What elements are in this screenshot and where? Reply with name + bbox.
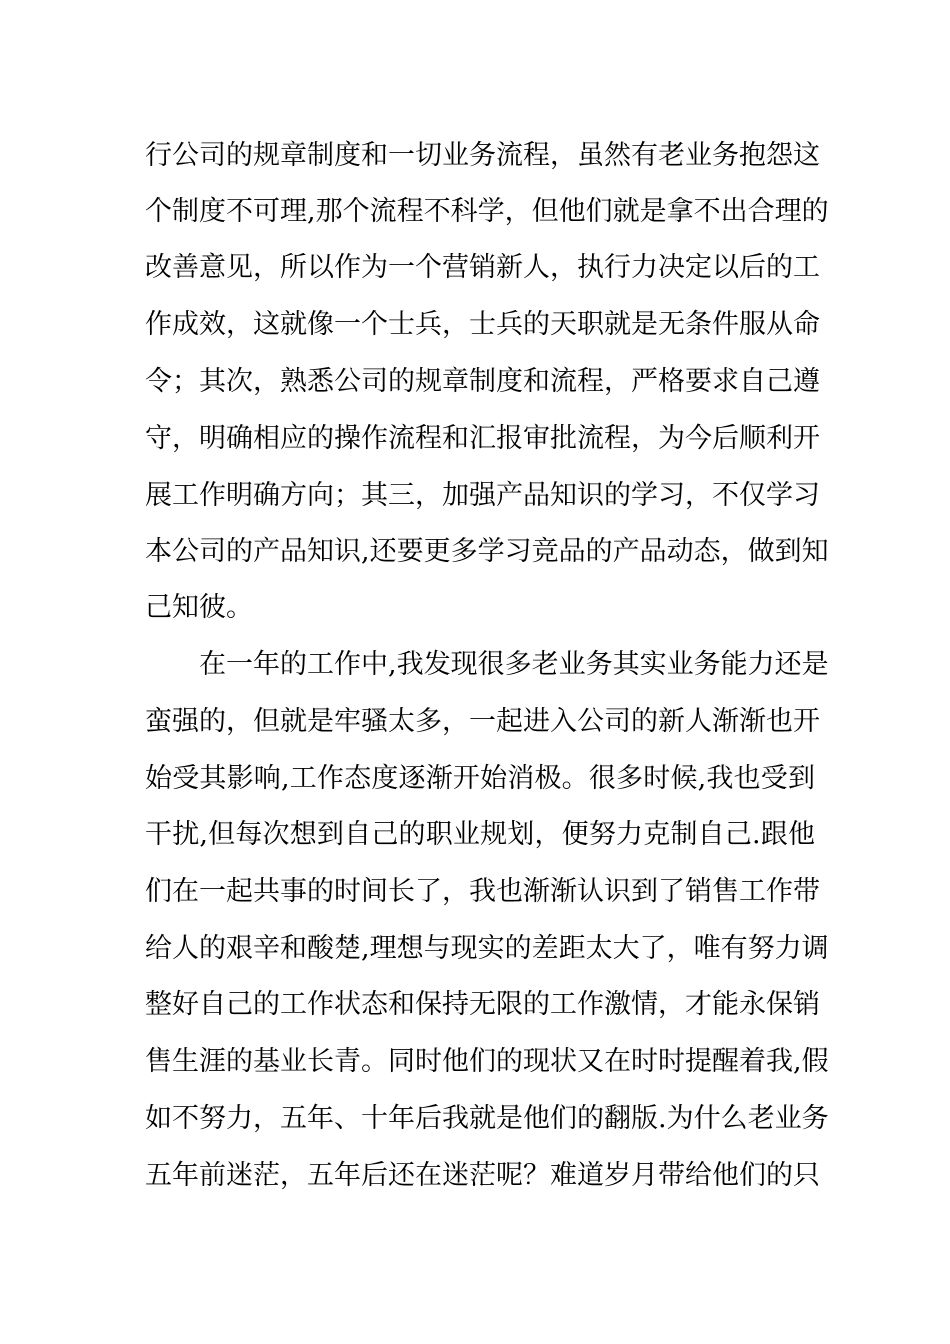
text-line: 给人的艰辛和酸楚,理想与现实的差距太大了，唯有努力调 <box>145 933 829 964</box>
text-line: 行公司的规章制度和一切业务流程，虽然有老业务抱怨这 <box>145 140 820 171</box>
text-line: 如不努力，五年、十年后我就是他们的翻版.为什么老业务 <box>145 1103 829 1134</box>
text-line: 干扰,但每次想到自己的职业规划，便努力克制自己.跟他 <box>145 819 815 850</box>
text-line: 作成效，这就像一个士兵，士兵的天职就是无条件服从命 <box>145 309 820 340</box>
text-line: 守，明确相应的操作流程和汇报审批流程，为今后顺利开 <box>145 423 820 454</box>
text-line: 售生涯的基业长青。同时他们的现状又在时时提醒着我,假 <box>145 1046 829 1077</box>
text-line: 五年前迷茫，五年后还在迷茫呢？难道岁月带给他们的只 <box>145 1160 820 1191</box>
text-line: 们在一起共事的时间长了，我也渐渐认识到了销售工作带 <box>145 876 820 907</box>
text-line: 整好自己的工作状态和保持无限的工作激情，才能永保销 <box>145 989 820 1020</box>
text-line: 在一年的工作中,我发现很多老业务其实业务能力还是 <box>199 649 829 680</box>
text-line: 个制度不可理,那个流程不科学，但他们就是拿不出合理的 <box>145 196 829 227</box>
text-line: 展工作明确方向；其三，加强产品知识的学习，不仅学习 <box>145 480 820 511</box>
text-line: 蛮强的，但就是牢骚太多，一起进入公司的新人渐渐也开 <box>145 706 820 737</box>
text-line: 令；其次，熟悉公司的规章制度和流程，严格要求自己遵 <box>145 366 820 397</box>
text-line: 始受其影响,工作态度逐渐开始消极。很多时候,我也受到 <box>145 763 815 794</box>
text-line: 己知彼。 <box>145 592 253 623</box>
text-line: 本公司的产品知识,还要更多学习竞品的产品动态，做到知 <box>145 536 829 567</box>
text-line: 改善意见，所以作为一个营销新人，执行力决定以后的工 <box>145 252 820 283</box>
